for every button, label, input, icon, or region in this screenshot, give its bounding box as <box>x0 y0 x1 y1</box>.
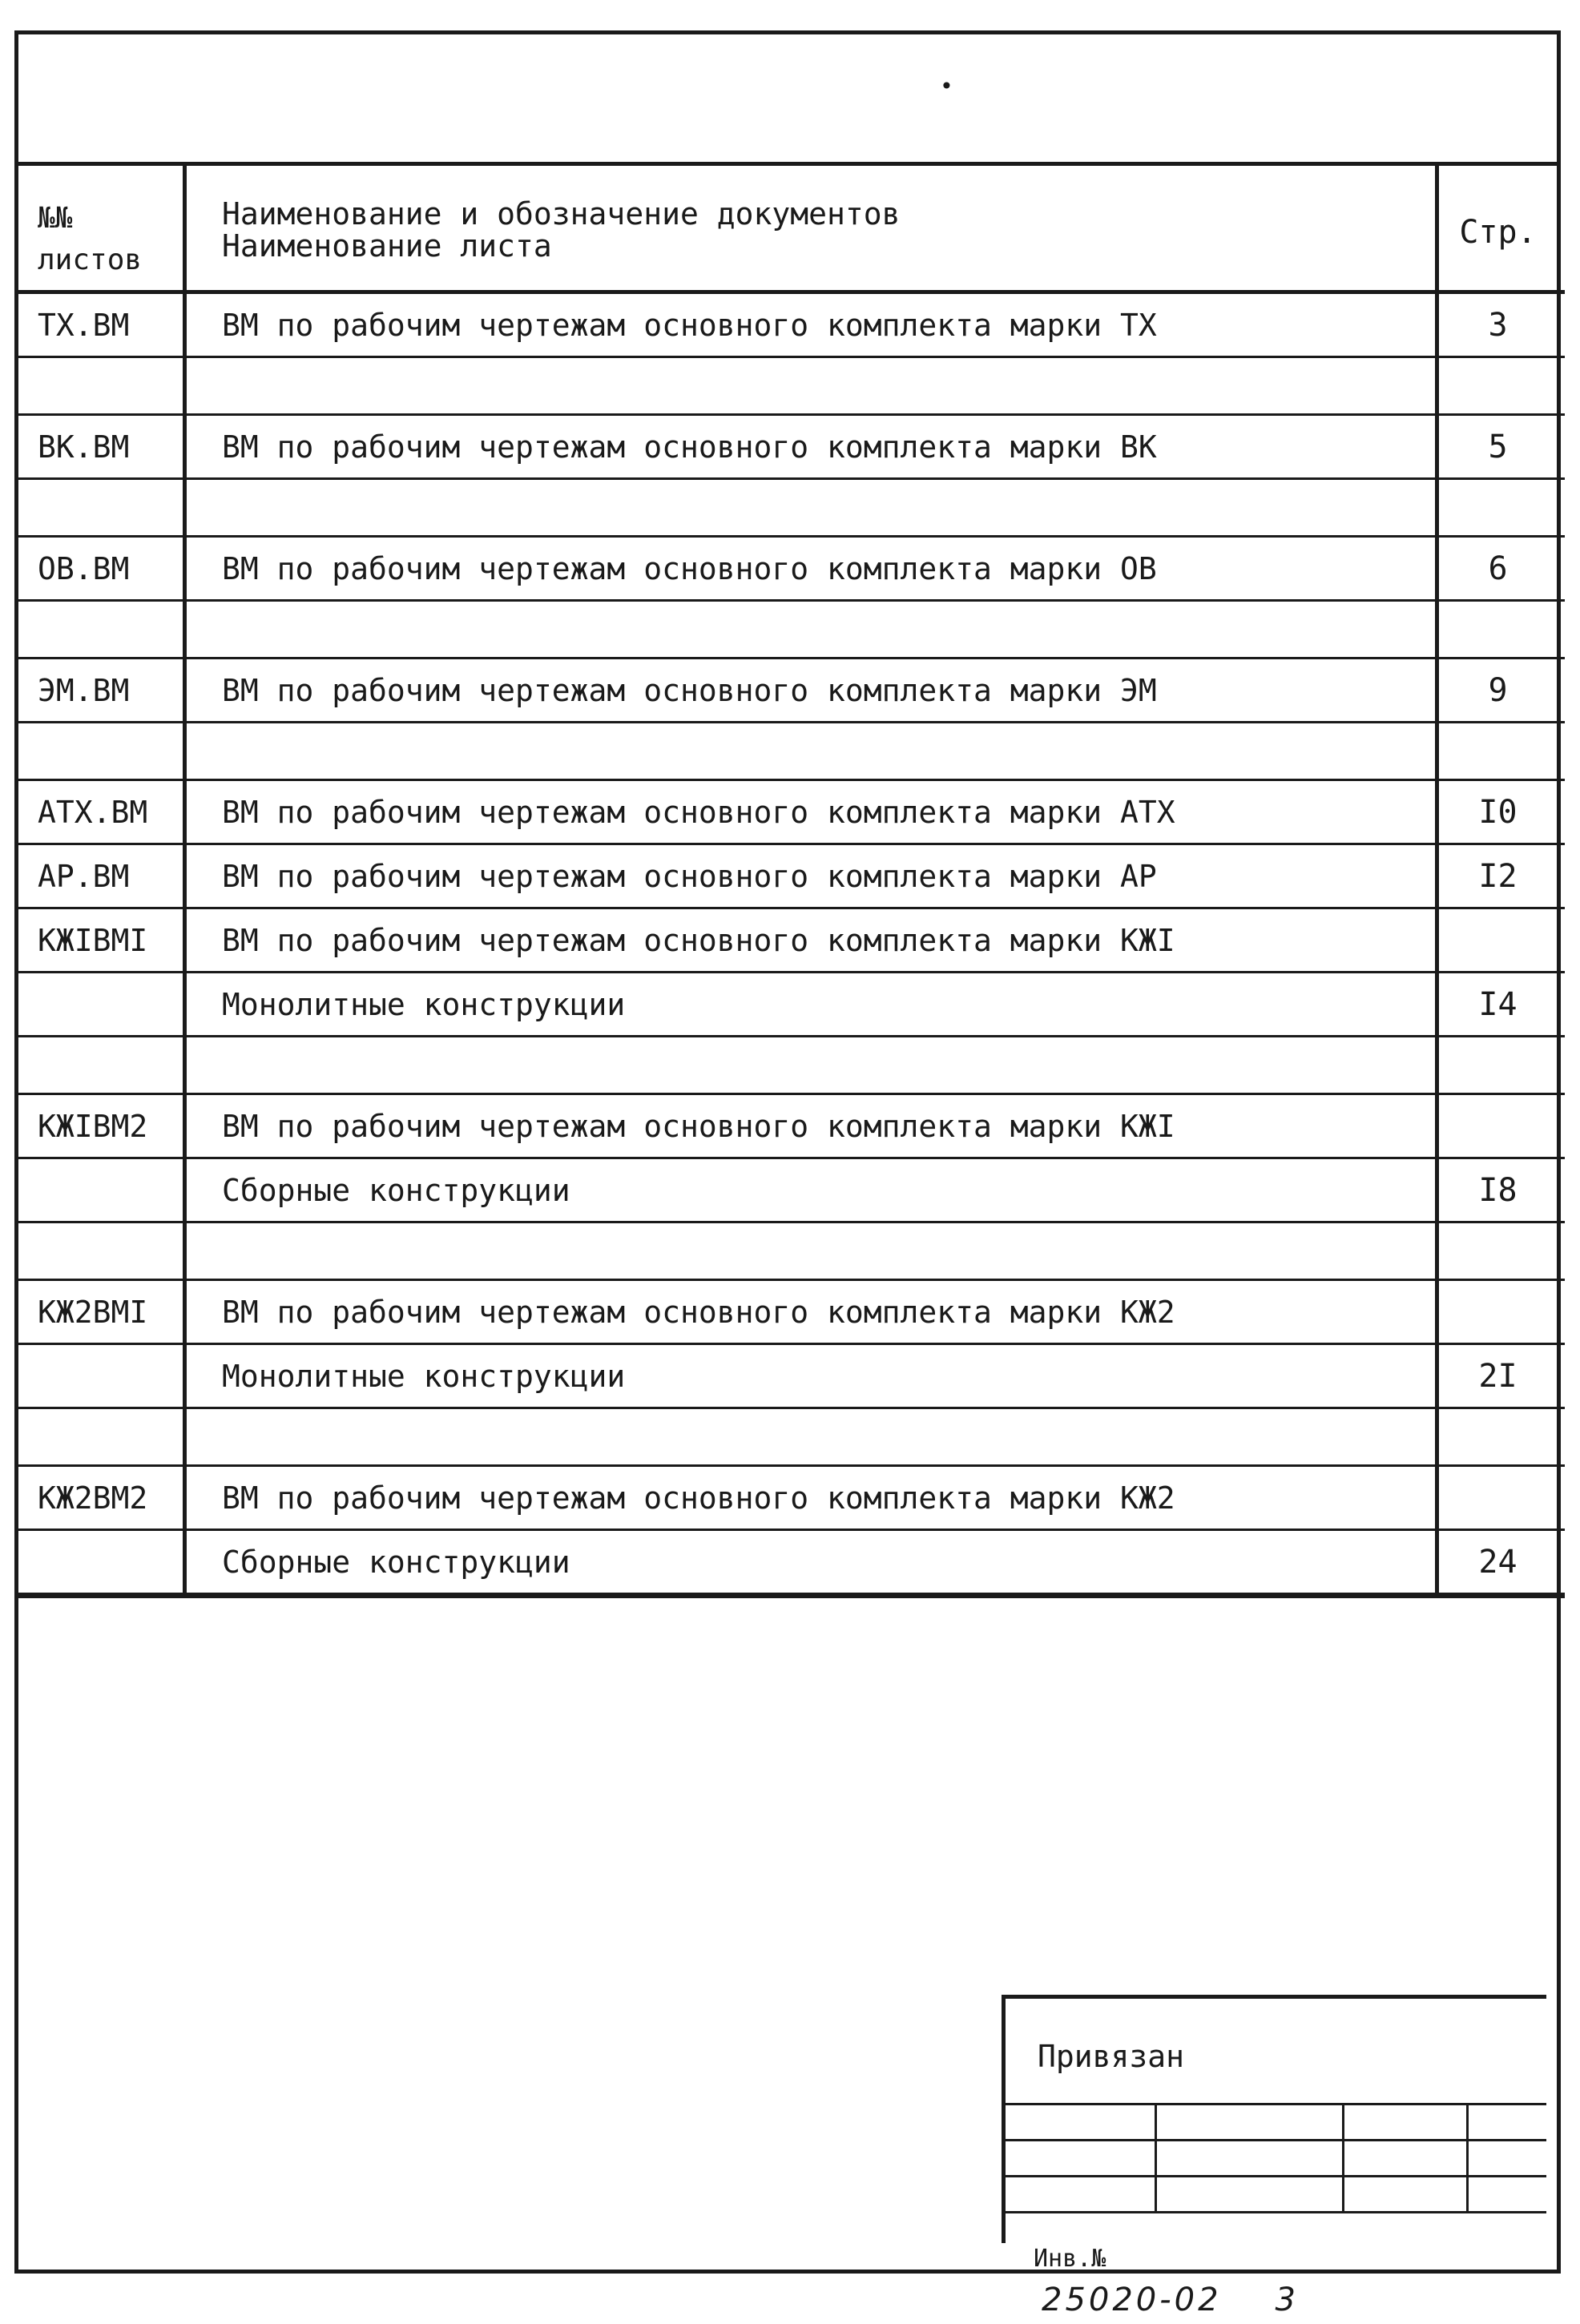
table-row <box>18 1095 1565 1159</box>
row-name: ВМ по рабочим чертежам основного комплекта марки АТХ <box>187 781 1439 843</box>
row-name: ВМ по рабочим чертежам основного комплекта марки КЖI <box>187 1095 1439 1157</box>
table-row-empty <box>18 1409 1565 1467</box>
table-row <box>18 909 1565 973</box>
stamp-title: Привязан <box>1038 2039 1185 2074</box>
header-document-name: Наименование и обозначение документов Наименование листа <box>187 166 1439 290</box>
table-row-empty <box>18 1223 1565 1281</box>
row-name: Сборные конструкции <box>187 1159 1439 1221</box>
document-sheet <box>14 30 1561 2274</box>
table-row-empty <box>18 480 1565 538</box>
row-name: ВМ по рабочим чертежам основного комплекта марки ТХ <box>187 294 1439 356</box>
table-row <box>18 538 1565 602</box>
row-code: ОВ.ВМ <box>18 538 187 599</box>
row-code: КЖIВМ2 <box>18 1095 187 1157</box>
table-row <box>18 1281 1565 1345</box>
header-sheet-number: №№ листов <box>18 166 187 290</box>
row-name: ВМ по рабочим чертежам основного комплекта марки АР <box>187 845 1439 907</box>
table-header <box>18 166 1565 294</box>
table-row-empty <box>18 723 1565 781</box>
row-code: КЖ2ВМ2 <box>18 1467 187 1529</box>
document-number: 25020-02 <box>1042 2282 1222 2318</box>
row-page <box>1439 1281 1557 1343</box>
sheet-number: 3 <box>1275 2282 1299 2318</box>
row-code: КЖ2ВМI <box>18 1281 187 1343</box>
table-row <box>18 294 1565 358</box>
row-code <box>18 973 187 1035</box>
table-row-empty <box>18 358 1565 416</box>
row-name: ВМ по рабочим чертежам основного комплекта марки ВК <box>187 416 1439 477</box>
row-code: ТХ.ВМ <box>18 294 187 356</box>
row-page: 3 <box>1488 306 1508 344</box>
row-name: Монолитные конструкции <box>187 1345 1439 1407</box>
row-name: Сборные конструкции <box>187 1531 1439 1593</box>
contents-table <box>18 166 1565 1598</box>
table-row <box>18 1345 1565 1409</box>
row-code: КЖIВМI <box>18 909 187 971</box>
row-page <box>1439 1467 1557 1529</box>
header-page: Стр. <box>1459 214 1537 251</box>
top-band <box>18 34 1557 166</box>
document-code <box>1042 2282 1299 2318</box>
row-page: 24 <box>1478 1543 1518 1581</box>
table-row <box>18 416 1565 480</box>
table-row <box>18 659 1565 723</box>
row-code: АТХ.ВМ <box>18 781 187 843</box>
table-row <box>18 973 1565 1037</box>
table-row <box>18 1467 1565 1531</box>
title-block-stamp <box>1002 1995 1546 2243</box>
table-row <box>18 1531 1565 1595</box>
table-row <box>18 845 1565 909</box>
row-code <box>18 1531 187 1593</box>
table-row-empty <box>18 602 1565 659</box>
row-code: ЭМ.ВМ <box>18 659 187 721</box>
row-name: Монолитные конструкции <box>187 973 1439 1035</box>
row-name: ВМ по рабочим чертежам основного комплекта марки ЭМ <box>187 659 1439 721</box>
table-row <box>18 1159 1565 1223</box>
row-code <box>18 1345 187 1407</box>
row-page: 2I <box>1478 1357 1518 1395</box>
table-row <box>18 781 1565 845</box>
row-code <box>18 1159 187 1221</box>
row-code: АР.ВМ <box>18 845 187 907</box>
row-name: ВМ по рабочим чертежам основного комплекта марки ОВ <box>187 538 1439 599</box>
row-page: I8 <box>1478 1171 1518 1209</box>
inventory-label: Инв.№ <box>1034 2245 1106 2273</box>
row-page: 5 <box>1488 428 1508 465</box>
row-name: ВМ по рабочим чертежам основного комплекта марки КЖI <box>187 909 1439 971</box>
row-page: I2 <box>1478 857 1518 895</box>
row-page: 9 <box>1488 671 1508 709</box>
row-page: I4 <box>1478 985 1518 1023</box>
stamp-grid <box>1006 2103 1546 2247</box>
row-name: ВМ по рабочим чертежам основного комплекта марки КЖ2 <box>187 1467 1439 1529</box>
row-page <box>1439 909 1557 971</box>
table-row-empty <box>18 1037 1565 1095</box>
row-page: I0 <box>1478 793 1518 831</box>
mark-dot: • <box>940 73 953 99</box>
row-code: ВК.ВМ <box>18 416 187 477</box>
row-page: 6 <box>1488 550 1508 587</box>
row-name: ВМ по рабочим чертежам основного комплекта марки КЖ2 <box>187 1281 1439 1343</box>
row-page <box>1439 1095 1557 1157</box>
